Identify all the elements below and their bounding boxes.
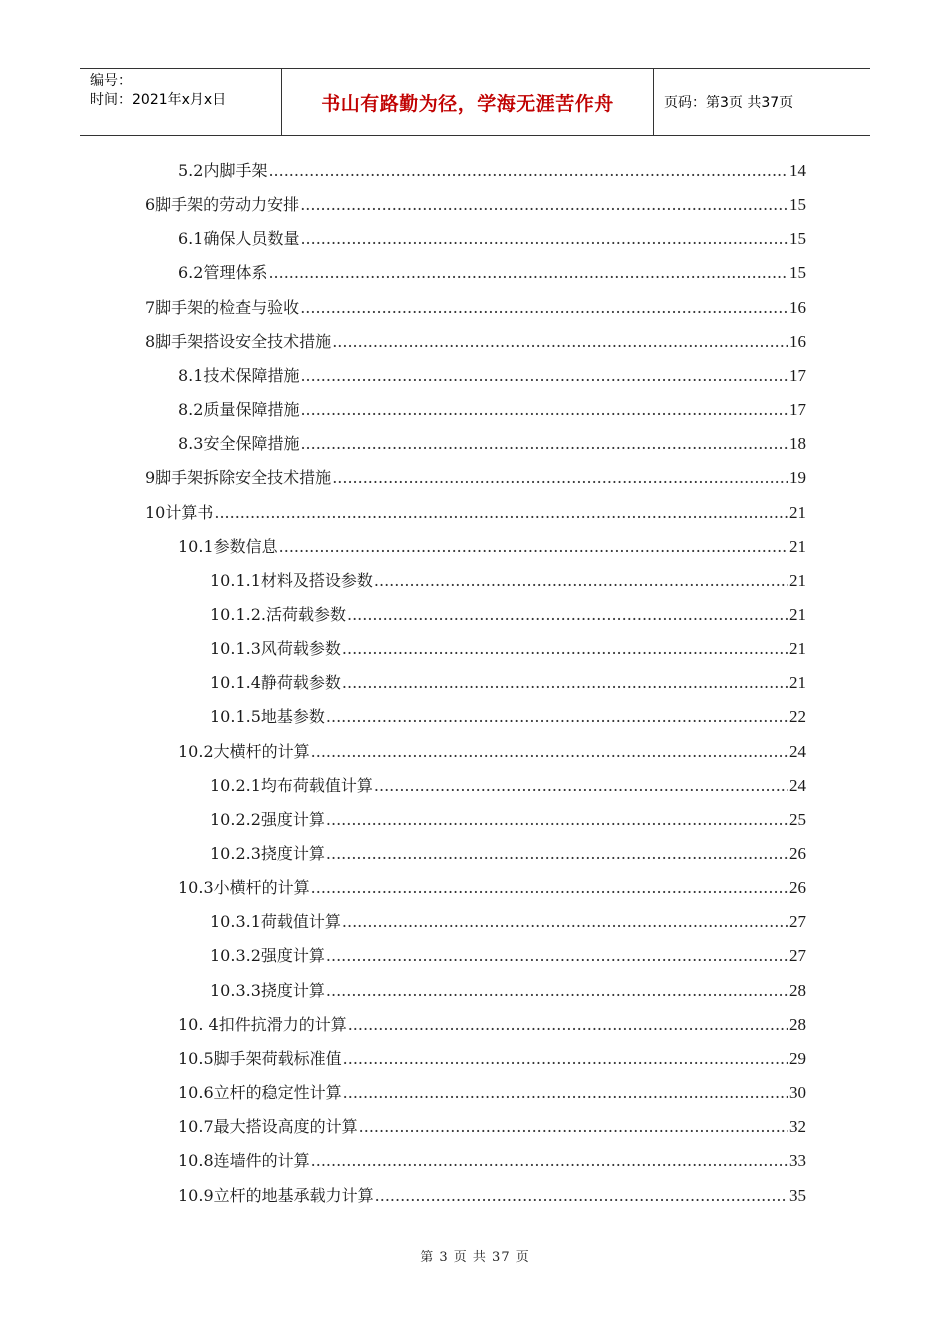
toc-dot-leader: [300, 296, 788, 320]
toc-entry-page: 35: [789, 1186, 806, 1205]
toc-entry-title: 8.2质量保障措施: [178, 400, 300, 419]
toc-entry-page: 27: [789, 912, 806, 931]
toc-entry-title: 5.2内脚手架: [178, 161, 268, 180]
toc-entry-page: 22: [789, 707, 806, 726]
toc-entry[interactable]: [210, 569, 806, 593]
toc-entry-page: 21: [789, 537, 806, 556]
toc-dot-leader: [342, 671, 788, 695]
toc-entry-title: 10.7最大搭设高度的计算: [178, 1117, 358, 1136]
toc-entry[interactable]: [210, 705, 806, 729]
toc-entry-title: 10.1.1材料及搭设参数: [210, 571, 373, 590]
toc-dot-leader: [326, 979, 788, 1003]
toc-entry-page: 21: [789, 571, 806, 590]
toc-entry-page: 32: [789, 1117, 806, 1136]
toc-entry[interactable]: [210, 979, 806, 1003]
toc-dot-leader: [326, 944, 788, 968]
header-motto: 书山有路勤为径，学海无涯苦作舟: [282, 69, 654, 135]
toc-entry[interactable]: [178, 398, 806, 422]
toc-entry-page: 14: [789, 161, 806, 180]
toc-entry-page: 33: [789, 1151, 806, 1170]
toc-dot-leader: [268, 159, 788, 183]
toc-entry-page: 29: [789, 1049, 806, 1068]
toc-entry[interactable]: [178, 1115, 806, 1139]
toc-entry-title: 7脚手架的检查与验收: [145, 298, 300, 317]
toc-entry-title: 10.2.1均布荷载值计算: [210, 776, 373, 795]
toc-dot-leader: [375, 1184, 788, 1208]
toc-dot-leader: [300, 227, 788, 251]
toc-entry[interactable]: [210, 603, 806, 627]
toc-entry-page: 28: [789, 1015, 806, 1034]
toc-dot-leader: [300, 364, 788, 388]
toc-entry[interactable]: [145, 501, 806, 525]
toc-dot-leader: [311, 740, 788, 764]
toc-entry-title: 9脚手架拆除安全技术措施: [145, 468, 332, 487]
toc-entry-title: 10.9立杆的地基承载力计算: [178, 1186, 374, 1205]
toc-entry[interactable]: [145, 330, 806, 354]
toc-entry-title: 10.1.2.活荷载参数: [210, 605, 346, 624]
toc-dot-leader: [326, 842, 788, 866]
toc-entry[interactable]: [210, 808, 806, 832]
toc-dot-leader: [343, 1047, 788, 1071]
document-time-label: 时间：2021年x月x日: [90, 92, 227, 108]
toc-entry[interactable]: [178, 1184, 806, 1208]
toc-entry-title: 10.3.1荷载值计算: [210, 912, 341, 931]
toc-dot-leader: [342, 637, 788, 661]
toc-entry-page: 17: [789, 366, 806, 385]
toc-entry-page: 26: [789, 878, 806, 897]
toc-entry[interactable]: [178, 432, 806, 456]
toc-entry-page: 24: [789, 742, 806, 761]
toc-dot-leader: [374, 569, 788, 593]
toc-entry-title: 10.2.2强度计算: [210, 810, 325, 829]
toc-entry-page: 21: [789, 605, 806, 624]
toc-entry-page: 30: [789, 1083, 806, 1102]
toc-entry-page: 28: [789, 981, 806, 1000]
toc-entry-title: 10.3.2强度计算: [210, 946, 325, 965]
header-page-info: 页码：第3页 共37页: [664, 95, 794, 111]
toc-entry-page: 19: [789, 468, 806, 487]
toc-dot-leader: [332, 330, 788, 354]
toc-entry[interactable]: [145, 466, 806, 490]
toc-entry[interactable]: [210, 910, 806, 934]
toc-entry-page: 15: [789, 263, 806, 282]
toc-entry-page: 27: [789, 946, 806, 965]
page-header: [80, 68, 870, 136]
toc-entry[interactable]: [210, 944, 806, 968]
toc-entry[interactable]: [178, 740, 806, 764]
toc-entry-title: 10. 4扣件抗滑力的计算: [178, 1015, 347, 1034]
toc-entry-page: 18: [789, 434, 806, 453]
toc-dot-leader: [342, 910, 788, 934]
toc-entry-title: 10.1参数信息: [178, 537, 278, 556]
toc-entry[interactable]: [178, 364, 806, 388]
toc-entry-title: 10.1.5地基参数: [210, 707, 325, 726]
toc-entry-title: 10.2大横杆的计算: [178, 742, 310, 761]
toc-entry[interactable]: [178, 1047, 806, 1071]
toc-dot-leader: [300, 398, 788, 422]
toc-entry[interactable]: [178, 261, 806, 285]
toc-dot-leader: [279, 535, 788, 559]
toc-entry-title: 10.3小横杆的计算: [178, 878, 310, 897]
document-number-label: 编号：: [90, 73, 132, 89]
toc-dot-leader: [311, 1149, 788, 1173]
toc-entry-title: 10.1.3风荷载参数: [210, 639, 341, 658]
header-meta: [80, 69, 282, 135]
toc-entry-page: 21: [789, 503, 806, 522]
toc-dot-leader: [326, 808, 788, 832]
toc-dot-leader: [348, 1013, 788, 1037]
toc-dot-leader: [347, 603, 788, 627]
toc-entry-title: 8.1技术保障措施: [178, 366, 300, 385]
toc-entry-page: 15: [789, 195, 806, 214]
toc-entry-title: 10.2.3挠度计算: [210, 844, 325, 863]
toc-entry[interactable]: [145, 296, 806, 320]
toc-entry-page: 16: [789, 332, 806, 351]
toc-entry-page: 25: [789, 810, 806, 829]
toc-entry-page: 16: [789, 298, 806, 317]
toc-entry-page: 24: [789, 776, 806, 795]
toc-dot-leader: [300, 432, 788, 456]
toc-entry[interactable]: [178, 1013, 806, 1037]
page-footer: 第 3 页 共 37 页: [420, 1250, 530, 1265]
toc-dot-leader: [268, 261, 788, 285]
toc-entry[interactable]: [178, 535, 806, 559]
toc-entry[interactable]: [178, 1081, 806, 1105]
toc-entry[interactable]: [178, 1149, 806, 1173]
toc-entry[interactable]: [210, 774, 806, 798]
toc-entry-title: 6.2管理体系: [178, 263, 268, 282]
toc-dot-leader: [332, 466, 788, 490]
toc-entry-page: 21: [789, 673, 806, 692]
toc-entry-title: 10.1.4静荷载参数: [210, 673, 341, 692]
toc-entry[interactable]: [210, 671, 806, 695]
toc-entry-title: 10.8连墙件的计算: [178, 1151, 310, 1170]
toc-dot-leader: [343, 1081, 788, 1105]
toc-entry-title: 8脚手架搭设安全技术措施: [145, 332, 332, 351]
toc-dot-leader: [311, 876, 788, 900]
toc-entry[interactable]: [178, 227, 806, 251]
toc-dot-leader: [214, 501, 788, 525]
toc-entry-title: 6脚手架的劳动力安排: [145, 195, 300, 214]
toc-entry-title: 10.6立杆的稳定性计算: [178, 1083, 342, 1102]
toc-entry-title: 10计算书: [145, 503, 214, 522]
toc-dot-leader: [359, 1115, 788, 1139]
toc-dot-leader: [300, 193, 788, 217]
toc-entry-title: 8.3安全保障措施: [178, 434, 300, 453]
toc-entry-page: 21: [789, 639, 806, 658]
toc-entry-page: 26: [789, 844, 806, 863]
toc-dot-leader: [326, 705, 788, 729]
toc-entry[interactable]: [178, 159, 806, 183]
toc-entry-title: 10.5脚手架荷载标准值: [178, 1049, 342, 1068]
toc-entry[interactable]: [210, 637, 806, 661]
toc-dot-leader: [374, 774, 788, 798]
toc-entry-page: 15: [789, 229, 806, 248]
toc-entry[interactable]: [210, 842, 806, 866]
toc-entry-title: 10.3.3挠度计算: [210, 981, 325, 1000]
toc-entry-title: 6.1确保人员数量: [178, 229, 300, 248]
toc-entry-page: 17: [789, 400, 806, 419]
toc-entry[interactable]: [178, 876, 806, 900]
toc-entry[interactable]: [145, 193, 806, 217]
